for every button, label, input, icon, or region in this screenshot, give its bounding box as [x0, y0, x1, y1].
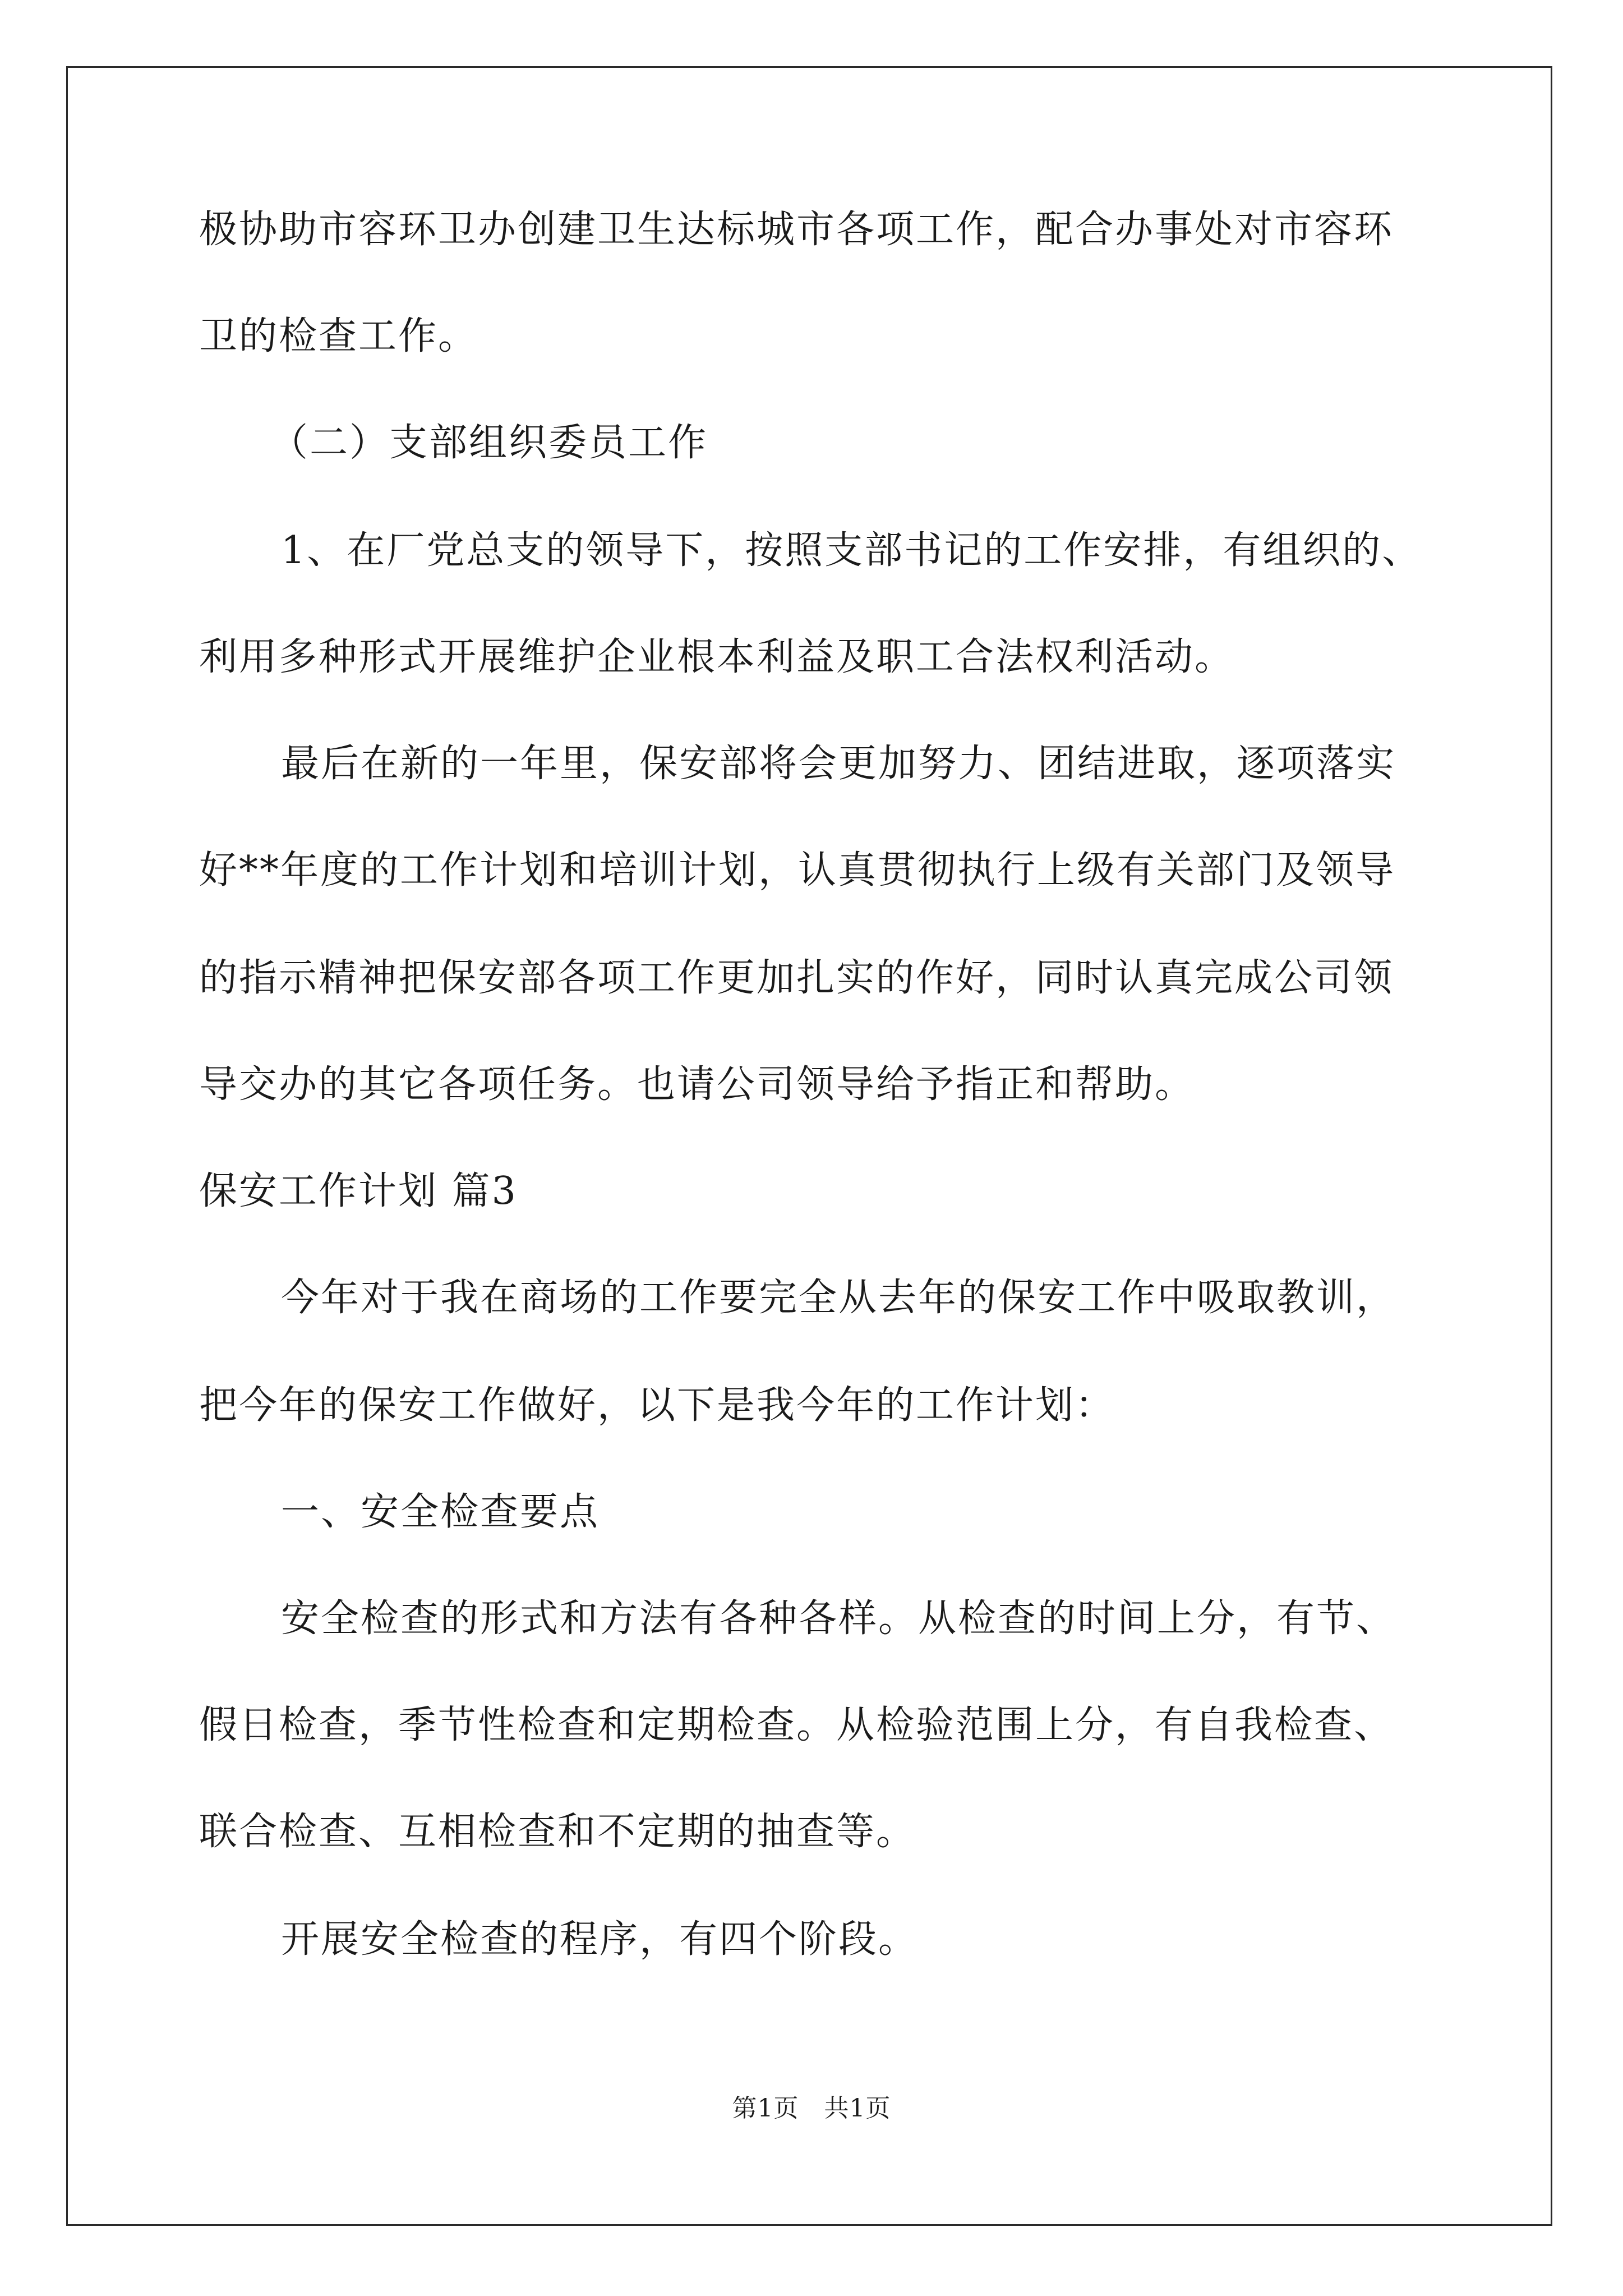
- page-border: [66, 66, 1552, 2226]
- text-line: 联合检查、互相检查和不定期的抽查等。: [199, 1810, 916, 1854]
- text-line: 好**年度的工作计划和培训计划，认真贯彻执行上级有关部门及领导: [199, 848, 1396, 892]
- text-line: 导交办的其它各项任务。也请公司领导给予指正和帮助。: [199, 1062, 1195, 1107]
- text-line: 极协助市容环卫办创建卫生达标城市各项工作，配合办事处对市容环: [199, 208, 1394, 252]
- text-line: 1、在厂党总支的领导下，按照支部书记的工作安排，有组织的、: [281, 528, 1422, 573]
- text-line: 最后在新的一年里，保安部将会更加努力、团结进取，逐项落实: [281, 742, 1396, 786]
- section-heading: 一、安全检查要点: [281, 1490, 600, 1534]
- text-line: 把今年的保安工作做好，以下是我今年的工作计划：: [199, 1383, 1115, 1428]
- text-line: 的指示精神把保安部各项工作更加扎实的作好，同时认真完成公司领: [199, 956, 1394, 1000]
- text-line: 卫的检查工作。: [199, 314, 478, 358]
- section-heading: （二）支部组织委员工作: [270, 421, 708, 465]
- text-line: 今年对于我在商场的工作要完全从去年的保安工作中吸取教训，: [281, 1276, 1396, 1320]
- text-line: 假日检查，季节性检查和定期检查。从检验范围上分，有自我检查、: [199, 1703, 1394, 1747]
- article-title: 保安工作计划 篇3: [199, 1169, 518, 1213]
- text-line: 利用多种形式开展维护企业根本利益及职工合法权利活动。: [199, 635, 1235, 679]
- page-number: 第1页 共1页: [732, 2094, 891, 2123]
- text-line: 开展安全检查的程序，有四个阶段。: [281, 1917, 919, 1962]
- text-line: 安全检查的形式和方法有各种各样。从检查的时间上分，有节、: [281, 1596, 1396, 1641]
